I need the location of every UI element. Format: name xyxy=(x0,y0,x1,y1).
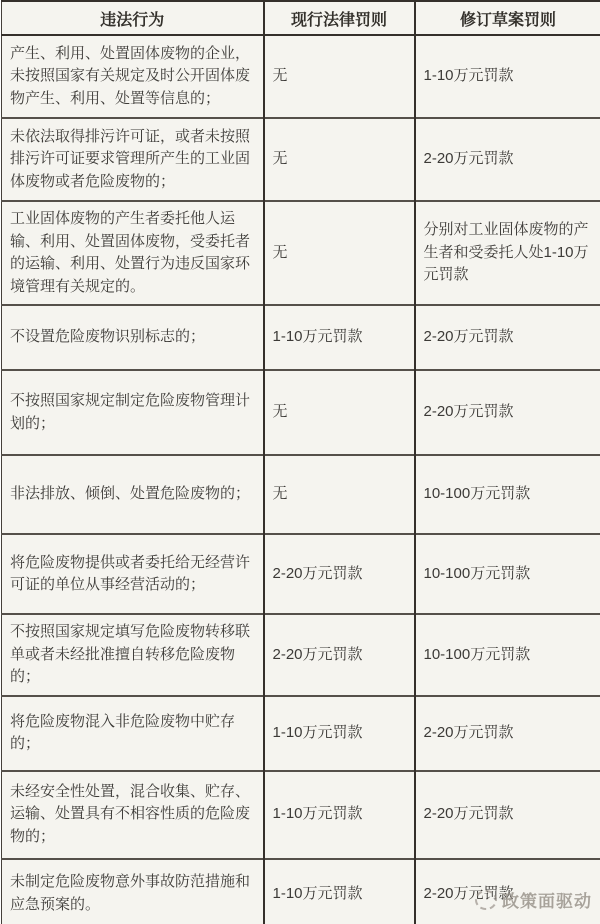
current-penalty-cell: 1-10万元罚款 xyxy=(264,771,415,859)
table-row xyxy=(2,771,600,859)
table-row xyxy=(2,118,600,201)
violation-cell: 未制定危险废物意外事故防范措施和应急预案的。 xyxy=(2,859,264,924)
violation-cell: 产生、利用、处置固体废物的企业，未按照国家有关规定及时公开固体废物产生、利用、处置等信息的； xyxy=(2,35,264,118)
table-row xyxy=(2,455,600,534)
table-row xyxy=(2,859,600,924)
current-penalty-cell: 无 xyxy=(264,455,415,534)
revised-penalty-cell: 10-100万元罚款 xyxy=(415,534,600,614)
revised-penalty-cell: 1-10万元罚款 xyxy=(415,35,600,118)
penalty-comparison-table xyxy=(1,0,600,924)
column-header-current-penalty: 现行法律罚则 xyxy=(264,1,415,35)
watermark-label: 政策面驱动 xyxy=(502,892,592,911)
column-header-revised-penalty: 修订草案罚则 xyxy=(415,1,600,35)
violation-cell: 将危险废物混入非危险废物中贮存的； xyxy=(2,696,264,771)
header-row xyxy=(2,1,600,35)
violation-cell: 未经安全性处置，混合收集、贮存、运输、处置具有不相容性质的危险废物的； xyxy=(2,771,264,859)
violation-cell: 不按照国家规定填写危险废物转移联单或者未经批准擅自转移危险废物的； xyxy=(2,614,264,696)
revised-penalty-cell: 2-20万元罚款 xyxy=(415,370,600,455)
table-row xyxy=(2,305,600,370)
revised-penalty-cell: 2-20万元罚款 xyxy=(415,305,600,370)
table-body xyxy=(2,35,600,924)
violation-cell: 工业固体废物的产生者委托他人运输、利用、处置固体废物，受委托者的运输、利用、处置行为违反国家环境管理有关规定的。 xyxy=(2,201,264,305)
current-penalty-cell: 无 xyxy=(264,370,415,455)
column-header-violation: 违法行为 xyxy=(2,1,264,35)
violation-cell: 不设置危险废物识别标志的； xyxy=(2,305,264,370)
current-penalty-cell: 1-10万元罚款 xyxy=(264,696,415,771)
revised-penalty-cell: 10-100万元罚款 xyxy=(415,455,600,534)
violation-cell: 非法排放、倾倒、处置危险废物的； xyxy=(2,455,264,534)
current-penalty-cell: 2-20万元罚款 xyxy=(264,614,415,696)
table-row xyxy=(2,534,600,614)
revised-penalty-cell: 分别对工业固体废物的产生者和受委托人处1-10万元罚款 xyxy=(415,201,600,305)
table-row xyxy=(2,35,600,118)
violation-cell: 未依法取得排污许可证，或者未按照排污许可证要求管理所产生的工业固体废物或者危险废物的； xyxy=(2,118,264,201)
violation-cell: 将危险废物提供或者委托给无经营许可证的单位从事经营活动的； xyxy=(2,534,264,614)
current-penalty-cell: 2-20万元罚款 xyxy=(264,534,415,614)
revised-penalty-cell: 10-100万元罚款 xyxy=(415,614,600,696)
violation-cell: 不按照国家规定制定危险废物管理计划的； xyxy=(2,370,264,455)
table-row xyxy=(2,370,600,455)
current-penalty-cell: 1-10万元罚款 xyxy=(264,305,415,370)
revised-penalty-cell: 2-20万元罚款 xyxy=(415,859,600,924)
table-row xyxy=(2,201,600,305)
revised-penalty-cell: 2-20万元罚款 xyxy=(415,696,600,771)
table-row xyxy=(2,614,600,696)
revised-penalty-cell: 2-20万元罚款 xyxy=(415,771,600,859)
revised-penalty-cell: 2-20万元罚款 xyxy=(415,118,600,201)
current-penalty-cell: 无 xyxy=(264,35,415,118)
table-row xyxy=(2,696,600,771)
current-penalty-cell: 无 xyxy=(264,201,415,305)
current-penalty-cell: 无 xyxy=(264,118,415,201)
current-penalty-cell: 1-10万元罚款 xyxy=(264,859,415,924)
